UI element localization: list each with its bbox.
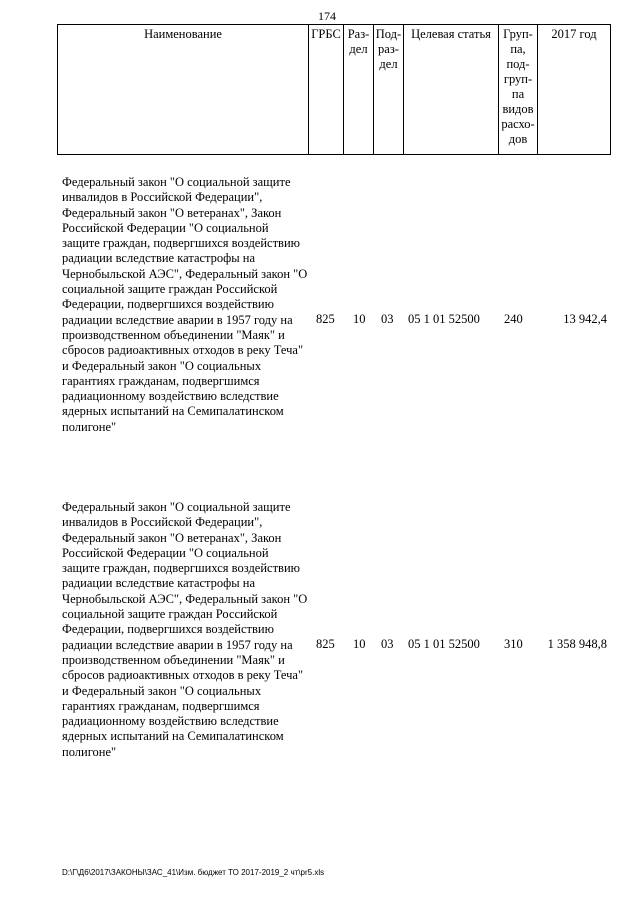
header-podrazdel-line: дел xyxy=(379,57,398,71)
header-razdel-line: Раз- xyxy=(347,27,370,41)
page-number: 174 xyxy=(318,9,336,23)
header-group-line: под- xyxy=(506,57,530,71)
header-group-line: груп- xyxy=(503,72,533,86)
header-group-line: Груп- xyxy=(503,27,533,41)
row-2-group: 310 xyxy=(504,637,523,651)
row-1-name: Федеральный закон "О социальной защите инвалидов в Российской Федерации", Федеральный закон "О ветеранах", Закон Российской Федерации "О социальной защите граждан, подвергшихся воздействию радиации вследствие катастрофы на Чернобыльской АЭС", Федеральный закон "О социальной защите граждан Российской Федерации, подвергшихся воздействию радиации вследствие аварии в 1957 году на производственном объединении "Маяк" и сбросов радиоактивных отходов в реку Теча" и Федеральный закон "О социальных гарантиях гражданам, подвергшимся радиационному воздействию вследствие ядерных испытаний на Семипалатинском полигоне" xyxy=(62,175,308,434)
row-2-razdel: 10 xyxy=(353,637,366,651)
row-1-group: 240 xyxy=(504,312,523,326)
header-podrazdel xyxy=(374,25,404,155)
header-razdel xyxy=(344,25,374,155)
row-2-podrazdel: 03 xyxy=(381,637,394,651)
file-path-footer: D:\Г\Д6\2017\ЗАКОНЫ\ЗАС_41\Изм. бюджет ТО 2017-2019_2 чт\pr5.xls xyxy=(62,868,325,877)
row-1-razdel: 10 xyxy=(353,312,366,326)
row-1-podrazdel: 03 xyxy=(381,312,394,326)
header-podrazdel-line: Под- xyxy=(375,27,402,41)
header-grbs: ГРБС xyxy=(309,25,344,155)
row-2-grbs: 825 xyxy=(316,637,335,651)
header-razdel-line: дел xyxy=(349,42,368,56)
row-1-target: 05 1 01 52500 xyxy=(408,312,480,326)
header-year: 2017 год xyxy=(538,25,611,155)
row-2-name: Федеральный закон "О социальной защите инвалидов в Российской Федерации", Федеральный закон "О ветеранах", Закон Российской Федерации "О социальной защите граждан, подвергшихся воздействию радиации вследствие катастрофы на Чернобыльской АЭС", Федеральный закон "О социальной защите граждан Российской Федерации, подвергшихся воздействию радиации вследствие аварии в 1957 году на производственном объединении "Маяк" и сбросов радиоактивных отходов в реку Теча" и Федеральный закон "О социальных гарантиях гражданам, подвергшимся радиационному воздействию вследствие ядерных испытаний на Семипалатинском полигоне" xyxy=(62,500,308,759)
table-header xyxy=(57,24,611,155)
row-1-amount: 13 942,4 xyxy=(563,312,607,326)
header-podrazdel-line: раз- xyxy=(378,42,399,56)
row-2-target: 05 1 01 52500 xyxy=(408,637,480,651)
row-1-grbs: 825 xyxy=(316,312,335,326)
header-group xyxy=(499,25,538,155)
header-name: Наименование xyxy=(58,25,309,155)
header-target: Целевая статья xyxy=(404,25,499,155)
row-2-amount: 1 358 948,8 xyxy=(547,637,607,651)
header-group-line: расхо- xyxy=(501,117,535,131)
header-group-line: дов xyxy=(508,132,528,146)
header-group-line: видов xyxy=(502,102,534,116)
header-group-line: па, xyxy=(510,42,526,56)
header-group-line: па xyxy=(511,87,525,101)
